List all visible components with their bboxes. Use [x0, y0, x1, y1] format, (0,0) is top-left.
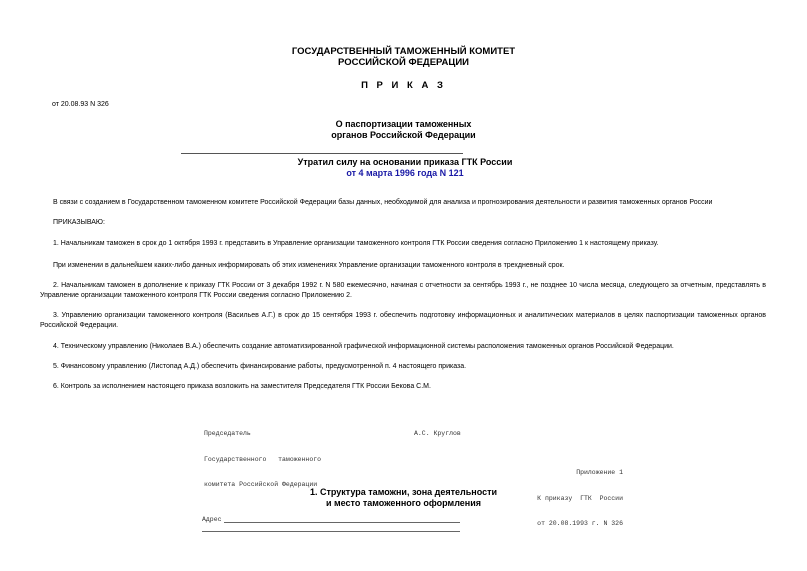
- status-link[interactable]: от 4 марта 1996 года N 121: [346, 168, 464, 178]
- intro-paragraph: В связи с созданием в Государственном таможенном комитете Российской Федерации базы данных, необходимой для анализа и прогнозирования деятельности и развития таможенных органов России: [53, 199, 713, 206]
- appendix-title-line1: 1. Структура таможни, зона деятельности: [309, 487, 498, 497]
- subject-line1: О паспортизации таможенных: [335, 119, 472, 129]
- address-blank-line: [224, 522, 460, 523]
- signature-title-line3: комитета Российской Федерации: [204, 481, 318, 488]
- signature-title-line1: Председатель: [204, 430, 251, 437]
- organization-name-line1: ГОСУДАРСТВЕННЫЙ ТАМОЖЕННЫЙ КОМИТЕТ: [291, 46, 516, 57]
- paragraph-2: 2. Начальникам таможен в дополнение к приказу ГТК России от 3 декабря 1992 г. N 580 ежемесячно, начиная с отчетности за сентябрь 1993 г., не позднее 10 числа месяца, следующего за отчетным, представлять в Управление организации таможенного контроля ГТК России сведения согласно Приложению 2.: [40, 282, 766, 299]
- paragraph-6: 6. Контроль за исполнением настоящего приказа возложить на заместителя Председателя ГТК России Бекова С.М.: [53, 383, 431, 390]
- subject-line2: органов Российской Федерации: [331, 130, 476, 140]
- status-notice: [250, 157, 560, 179]
- appendix-section-title: [0, 487, 807, 509]
- paragraph-5: 5. Финансовому управлению (Листопад А.Д.) обеспечить финансирование работы, предусмотренной п. 4 настоящего приказа.: [53, 363, 467, 370]
- paragraph-4: 4. Техническому управлению (Николаев В.А.) обеспечить создание автоматизированной графической информационной системы расположения таможенных органов Российской Федерации.: [53, 343, 674, 350]
- status-line1: Утратил силу на основании приказа ГТК России: [297, 157, 513, 167]
- signatory-name: А.С. Круглов: [414, 430, 461, 437]
- signature-title-line2: Государственного таможенного: [204, 455, 322, 463]
- address-blank-line-2: [202, 531, 460, 532]
- order-word: ПРИКАЗЫВАЮ:: [53, 219, 105, 226]
- appendix-reference: К приказу ГТК России: [537, 494, 623, 502]
- document-date-number: от 20.08.93 N 326: [52, 101, 109, 108]
- organization-name: [0, 46, 807, 68]
- paragraph-1: 1. Начальникам таможен в срок до 1 октября 1993 г. представить в Управление организации таможенного контроля ГТК России сведения согласно Приложению 1 к настоящему приказу.: [53, 240, 659, 247]
- paragraph-3: 3. Управлению организации таможенного контроля (Васильев А.Г.) в срок до 15 сентября 1993 г. обеспечить подготовку информационных и аналитических материалов в целях паспортизации таможенных органов Российской Федерации.: [40, 312, 766, 329]
- organization-name-line2: РОССИЙСКОЙ ФЕДЕРАЦИИ: [337, 57, 469, 68]
- paragraph-1b: При изменении в дальнейшем каких-либо данных информировать об этих изменениях Управление организации таможенного контроля в трехдневный срок.: [53, 262, 565, 269]
- document-subject: [0, 119, 807, 141]
- document-type: П Р И К А З: [361, 80, 446, 91]
- address-label: Адрес: [202, 516, 222, 523]
- appendix-label: Приложение 1: [576, 469, 623, 476]
- signature-block: [204, 413, 321, 498]
- divider-line: [181, 153, 463, 154]
- appendix-title-line2: и место таможенного оформления: [325, 498, 482, 508]
- appendix-date: от 20.08.1993 г. N 326: [537, 520, 623, 527]
